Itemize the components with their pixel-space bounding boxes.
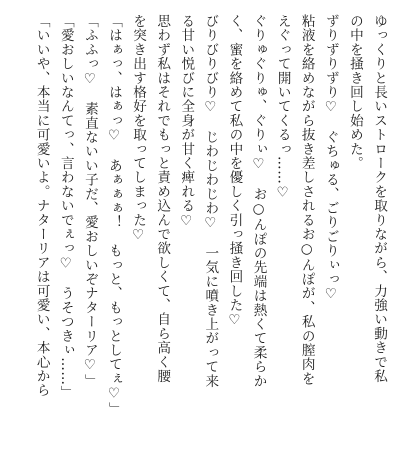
text-line: 思わず私はそれでもっと責め込んで欲しくて、自ら高く腰 [154,14,171,384]
text-line: 「いいや、本当に可愛いよ。ナターリアは可愛い、本心から [33,14,50,398]
text-line: 「愛おしいなんてっ、言わないでぇっ♡ うそつきぃ……」 [57,14,74,400]
text-line: ずりずりずり♡ ぐちゅる、ごりごりぃっ♡ [322,14,339,303]
text-line: 「ふふっ♡ 素直ないい子だ、愛おしいぞナターリア♡」 [81,14,98,388]
text-line: 粘液を絡めながら抜き差しされるお○んぽが、私の膣肉を [298,14,315,386]
vertical-text-block [30,14,391,444]
text-line: びりびりびり♡ じわじわじわ♡ 一気に噴き上がって来 [202,14,219,388]
text-line: ゆっくりと長いストロークを取りながら、力強い動きで私 [371,14,387,384]
text-line: の中を掻き回し始めた。 [346,14,363,171]
text-line: ぐりゅぐりゅ、ぐりぃ♡ お○んぽの先端は熱くて柔らか [250,14,267,388]
text-line: えぐって開いてくるっ……♡ [274,14,291,201]
text-line: を突き出す格好を取ってしまった♡ [130,14,147,244]
text-line: く、蜜を絡めて私の中を優しく引っ掻き回した♡ [226,14,243,329]
text-line: る甘い悦びに全身が甘く痺れる♡ [178,14,195,230]
text-line: 「はぁっ、はぁっ♡ あぁぁぁ！ もっと、もっとしてぇ♡」 [105,14,122,417]
